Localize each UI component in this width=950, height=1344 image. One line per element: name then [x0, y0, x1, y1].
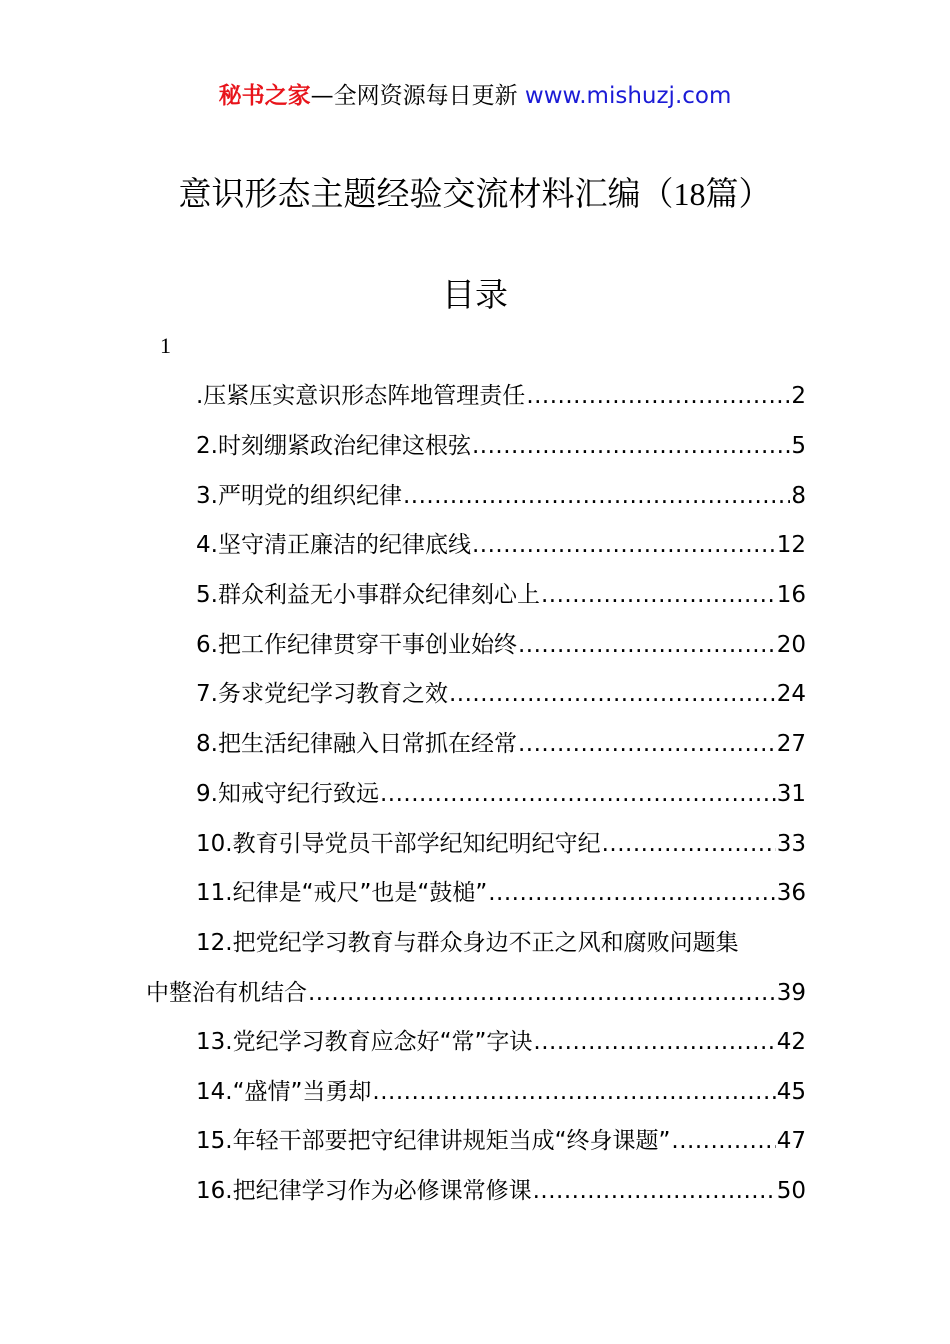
toc-entry-page: 50 [776, 1178, 806, 1204]
toc-entry-title: 5.群众利益无小事群众纪律刻心上 [196, 582, 540, 608]
toc-entry[interactable] [196, 925, 806, 961]
toc-leader [308, 975, 776, 1011]
toc-leader [533, 1024, 775, 1060]
toc-entry[interactable] [196, 378, 806, 414]
toc-entry-continuation[interactable] [146, 975, 806, 1011]
toc-heading: 目录 [442, 275, 508, 314]
toc-leader [526, 378, 790, 414]
toc-entry[interactable] [196, 875, 806, 911]
toc-entry[interactable] [196, 1024, 806, 1060]
toc-entry-page: 24 [776, 681, 806, 707]
toc-entry-page: 33 [776, 831, 806, 857]
toc-leader [541, 577, 776, 613]
toc-entry-title: 10.教育引导党员干部学纪知纪明纪守纪 [196, 831, 601, 857]
document-title-number: 18 [673, 176, 706, 212]
toc-leader [518, 726, 776, 762]
toc-leader [403, 478, 790, 514]
toc-leader [372, 1074, 775, 1110]
toc-leader [472, 428, 790, 464]
toc-entry[interactable] [196, 428, 806, 464]
toc-leader [472, 527, 776, 563]
toc-entry-title-cont: 中整治有机结合 [146, 980, 307, 1006]
toc-entry[interactable] [196, 1074, 806, 1110]
toc-entry-title: 8.把生活纪律融入日常抓在经常 [196, 731, 517, 757]
toc-entry-title: 7.务求党纪学习教育之效 [196, 681, 448, 707]
toc-entry[interactable] [196, 676, 806, 712]
toc-leader [380, 776, 776, 812]
toc-entry-title: 15.年轻干部要把守纪律讲规矩当成“终身课题” [196, 1128, 671, 1154]
toc-leader [671, 1123, 775, 1159]
toc-entry[interactable] [196, 1123, 806, 1159]
toc-entry-page: 16 [776, 582, 806, 608]
toc-entry-title: .压紧压实意识形态阵地管理责任 [196, 383, 526, 409]
toc-entry-page: 42 [776, 1029, 806, 1055]
site-url-link[interactable]: www.mishuzj.com [524, 83, 732, 109]
toc-entry-page: 36 [776, 880, 806, 906]
toc-entry-page: 27 [776, 731, 806, 757]
toc-entry-page: 31 [776, 781, 806, 807]
toc-entry[interactable] [196, 1173, 806, 1209]
toc-leader [602, 826, 776, 862]
toc-leader [518, 627, 776, 663]
toc-entry-title: 13.党纪学习教育应念好“常”字诀 [196, 1029, 533, 1055]
toc-entry-page: 8 [791, 483, 806, 509]
document-title-text: 意识形态主题经验交流材料汇编（ [178, 174, 674, 213]
toc-entry[interactable] [196, 527, 806, 563]
site-slogan: —全网资源每日更新 [310, 83, 518, 109]
toc-entry-title: 12.把党纪学习教育与群众身边不正之风和腐败问题集 [196, 930, 739, 956]
toc-entry-page: 5 [791, 433, 806, 459]
toc-entry[interactable] [196, 726, 806, 762]
toc-entry-page: 47 [776, 1128, 806, 1154]
toc-entry[interactable] [196, 478, 806, 514]
document-title-end: 篇） [705, 174, 772, 213]
toc-entry[interactable] [196, 627, 806, 663]
toc-entry-title: 2.时刻绷紧政治纪律这根弦 [196, 433, 471, 459]
toc-leader [533, 1173, 776, 1209]
toc-entry-title: 14.“盛情”当勇却 [196, 1079, 372, 1105]
toc-entry-page: 12 [776, 532, 806, 558]
toc-entry-page: 20 [776, 632, 806, 658]
toc-entry-title: 6.把工作纪律贯穿干事创业始终 [196, 632, 517, 658]
toc-leader [449, 676, 776, 712]
toc-entry-title: 9.知戒守纪行致远 [196, 781, 379, 807]
toc-entry-page: 45 [776, 1079, 806, 1105]
toc-leader [488, 875, 775, 911]
toc-entry-title: 16.把纪律学习作为必修课常修课 [196, 1178, 532, 1204]
site-brand: 秘书之家 [218, 83, 311, 109]
toc-entry-page: 2 [791, 383, 806, 409]
toc-entry-page: 39 [776, 980, 806, 1006]
toc-entry[interactable] [196, 826, 806, 862]
toc-entry-title: 11.纪律是“戒尺”也是“鼓槌” [196, 880, 488, 906]
toc-entry-title: 4.坚守清正廉洁的纪律底线 [196, 532, 471, 558]
toc-entry[interactable] [196, 776, 806, 812]
toc-entry[interactable] [196, 577, 806, 613]
toc-entry-title: 3.严明党的组织纪律 [196, 483, 402, 509]
page-mark: 1 [160, 333, 171, 358]
